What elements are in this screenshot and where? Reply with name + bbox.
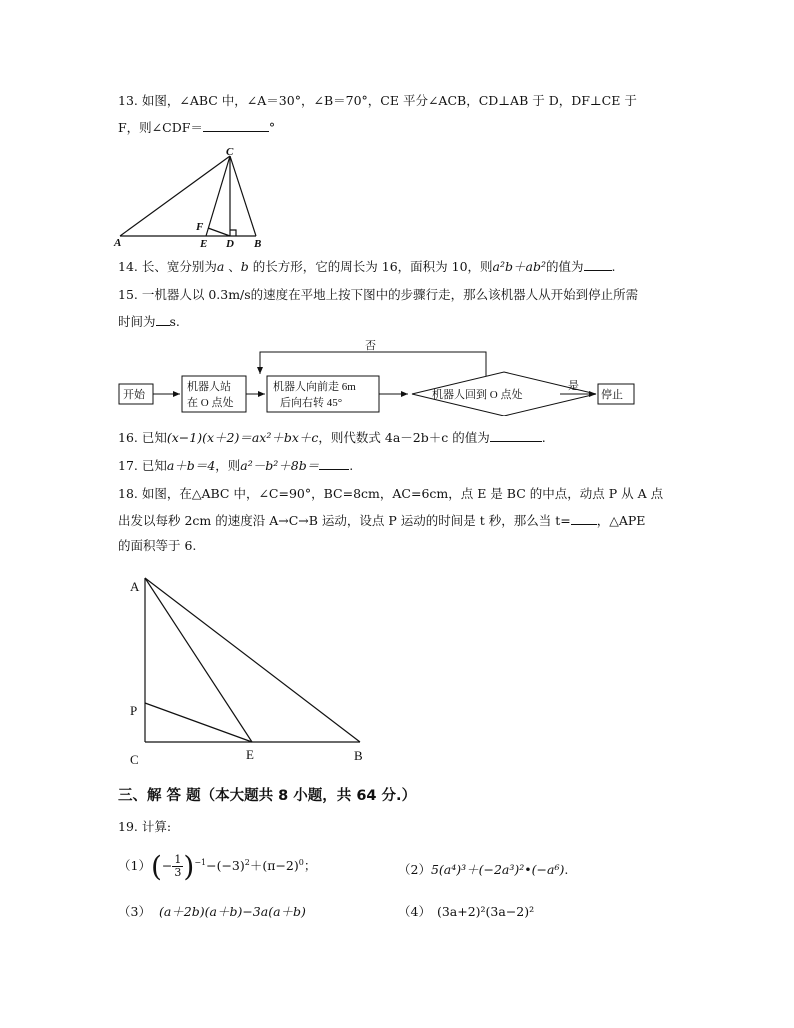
q13-right-angle-mark bbox=[230, 230, 236, 236]
q18-label-p: P bbox=[130, 703, 138, 718]
q15-line1: 15. 一机器人以 0.3m/s的速度在平地上按下图中的步骤行走，那么该机器人从开始到停止所需 bbox=[118, 287, 639, 302]
q18-answer-blank bbox=[571, 511, 597, 525]
q19-title: 19. 计算: bbox=[118, 819, 172, 834]
q14-answer-blank bbox=[584, 257, 612, 271]
q19-part2-end: . bbox=[564, 862, 569, 877]
q13-label-b: B bbox=[254, 238, 262, 250]
q18-line2-prefix: 出发以每秒 2cm 的速度沿 A→C→B 运动，设点 P 运动的时间是 t 秒，那么当 t= bbox=[118, 513, 571, 528]
flow-move-label-2: 后向右转 45° bbox=[280, 397, 343, 409]
flow-start-label: 开始 bbox=[123, 389, 145, 401]
q13-label-f: F bbox=[196, 221, 204, 233]
q19-part1-exp2: 2 bbox=[244, 857, 250, 867]
q19-part1-exp3: 0 bbox=[298, 857, 304, 867]
q13-side-cb bbox=[230, 156, 256, 236]
q16-mid: ，则代数式 4a－2b＋c 的值为 bbox=[318, 430, 490, 445]
q19-part4-expression: (3a+2)²(3a−2)² bbox=[436, 904, 535, 919]
q18-label-a: A bbox=[130, 579, 140, 594]
q14-mid1: 、 bbox=[224, 259, 241, 274]
q15-flowchart bbox=[112, 336, 642, 416]
q15-line2-prefix: 时间为 bbox=[118, 314, 156, 329]
flow-stand-label-1: 机器人站 bbox=[187, 381, 231, 393]
q19-part1-frac-den: 3 bbox=[174, 866, 182, 879]
q19-part1: （1）(− $\frac{1}{3}$ )$^{-1}-(-3)^2+(\pi-2)^0$； bbox=[118, 850, 317, 883]
q17-end: . bbox=[349, 458, 354, 473]
q19-part1-end: ； bbox=[303, 858, 317, 873]
q18-segment-pe bbox=[145, 703, 252, 742]
q13-label-d: D bbox=[226, 238, 234, 250]
q18-side-ab bbox=[145, 578, 360, 742]
q16-end: . bbox=[541, 430, 546, 445]
q19-part3 bbox=[118, 902, 306, 920]
q13-line1: 13. 如图，∠ABC 中，∠A＝30°，∠B＝70°，CE 平分∠ACB，CD⊥AB 于 D，DF⊥CE 于 bbox=[118, 93, 637, 108]
flow-yes-label: 是 bbox=[568, 380, 579, 392]
q14-mid2: 的长方形，它的周长为 16，面积为 10，则 bbox=[248, 259, 493, 274]
flow-decision-label: 机器人回到 O 点处 bbox=[432, 389, 523, 401]
q14-var-b: b bbox=[240, 259, 249, 274]
q14-end: . bbox=[611, 259, 616, 274]
q18-line3: 的面积等于 6. bbox=[118, 538, 197, 553]
q19-part1-label: （1） bbox=[118, 858, 151, 873]
q13-label-a: A bbox=[114, 237, 122, 249]
q18-line1: 18. 如图，在△ABC 中，∠C=90°，BC=8cm，AC=6cm，点 E 是 BC 的中点，动点 P 从 A 点 bbox=[118, 486, 664, 501]
q17-prefix: 17. 已知 bbox=[118, 458, 167, 473]
q13-line2-prefix: F，则∠CDF＝ bbox=[118, 120, 203, 135]
q19-part2-expression: 5(a⁴)³＋(−2a³)²•(−a⁶) bbox=[430, 862, 565, 877]
q16-expression: (x−1)(x＋2)＝ax²＋bx＋c bbox=[166, 430, 319, 445]
q18-label-b: B bbox=[354, 748, 363, 763]
q13-segment-ce bbox=[206, 156, 230, 236]
q16-prefix: 16. 已知 bbox=[118, 430, 167, 445]
q18-line2 bbox=[118, 511, 645, 530]
q16-line bbox=[118, 428, 546, 447]
q17-expression: a²－b²＋8b＝ bbox=[240, 458, 320, 473]
q17-mid: ，则 bbox=[215, 458, 241, 473]
q15-answer-blank bbox=[156, 312, 170, 326]
q19-part1-rest2: ＋(π−2) bbox=[249, 858, 299, 873]
flow-stand-label-2: 在 O 点处 bbox=[187, 397, 234, 409]
q13-label-e: E bbox=[200, 238, 208, 250]
q13-line2-suffix: ° bbox=[268, 120, 276, 135]
q17-answer-blank bbox=[319, 456, 349, 470]
q14-expression: a²b＋ab² bbox=[492, 259, 546, 274]
q15-line2-suffix: s. bbox=[169, 314, 180, 329]
q13-answer-blank bbox=[203, 118, 269, 132]
q13-line2 bbox=[118, 118, 275, 137]
section-3-heading: 三、解 答 题（本大题共 8 小题，共 64 分.） bbox=[118, 788, 417, 804]
flow-arrow-no-loop bbox=[260, 352, 486, 376]
q16-answer-blank bbox=[490, 428, 542, 442]
q19-part1-fraction bbox=[172, 854, 183, 879]
q18-triangle-figure bbox=[124, 570, 374, 770]
q14-var-a: a bbox=[216, 259, 225, 274]
q19-part1-exp1: −1 bbox=[194, 857, 207, 867]
q17-line bbox=[118, 456, 353, 475]
q18-segment-ae bbox=[145, 578, 252, 742]
q15-line2 bbox=[118, 312, 180, 331]
q13-side-ac bbox=[120, 156, 230, 236]
flow-no-label: 否 bbox=[365, 340, 376, 352]
q19-part1-frac-num: 1 bbox=[174, 853, 182, 866]
q18-line2-suffix: ，△APE bbox=[596, 513, 646, 528]
q13-label-c: C bbox=[226, 146, 234, 158]
flow-move-label-1: 机器人向前走 6m bbox=[273, 381, 356, 393]
q19-part2-label: （2） bbox=[398, 862, 431, 877]
q19-part3-expression: (a＋2b)(a＋b)−3a(a＋b) bbox=[158, 904, 306, 919]
q18-label-e: E bbox=[246, 747, 254, 762]
q19-part1-minus: − bbox=[161, 858, 173, 873]
q14-post: 的值为 bbox=[545, 259, 584, 274]
flow-stop-label: 停止 bbox=[601, 389, 623, 401]
q17-condition: a＋b＝4 bbox=[166, 458, 216, 473]
q19-part4-label: （4） bbox=[398, 904, 431, 919]
q19-part3-label: （3） bbox=[118, 904, 151, 919]
q18-label-c: C bbox=[130, 752, 139, 767]
q14-line bbox=[118, 257, 615, 276]
q19-part4 bbox=[398, 902, 534, 920]
q13-segment-df bbox=[208, 228, 230, 236]
q19-part2 bbox=[398, 860, 568, 878]
q19-part1-rest: −(−3) bbox=[206, 858, 245, 873]
q13-triangle-figure bbox=[112, 144, 272, 250]
q14-prefix: 14. 长、宽分别为 bbox=[118, 259, 217, 274]
